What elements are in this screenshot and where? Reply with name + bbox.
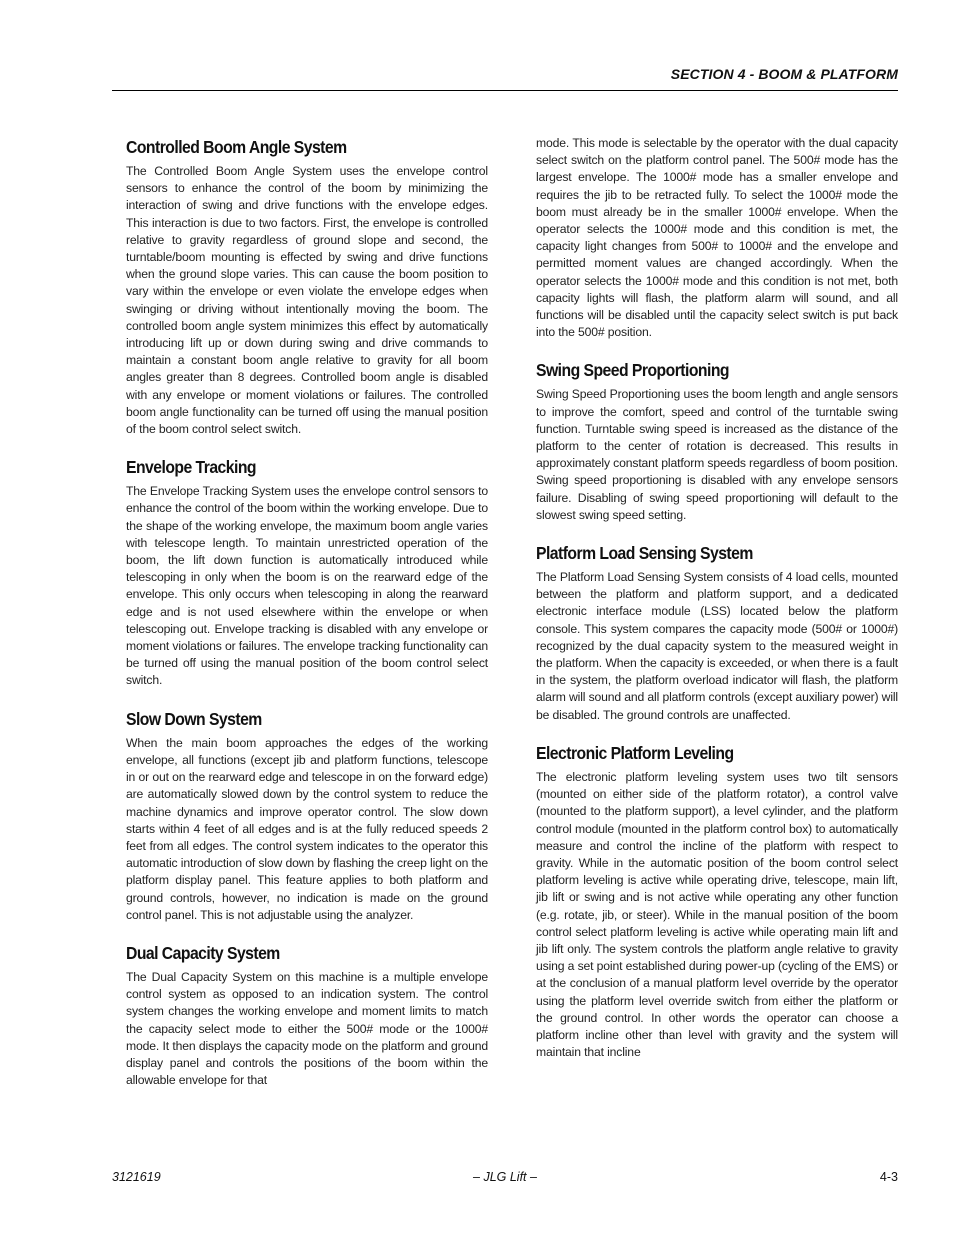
section-heading: Slow Down System [126, 708, 262, 729]
section-paragraph: The Platform Load Sensing System consists of 4 load cells, mounted between the platform and platform support, and a dedicated electronic interface module (LSS) located below the platform console. This system compares the capacity mode (500# or 1000#) recognized by the dual capacity system to the measured weight in the platform. When the capacity is exceeded, or when there is a fault in the system, the platform overload indicator will flash, the platform alarm will sound and all platform controls (except auxiliary power) will be disabled. The ground controls are unaffected. [536, 570, 898, 722]
section-electronic-platform-leveling [536, 742, 898, 1061]
section-envelope-tracking [126, 456, 488, 689]
page-footer [112, 1170, 898, 1190]
section-paragraph: When the main boom approaches the edges of the working envelope, all functions (except jib and platform functions, telescope in or out on the rearward edge and telescope in on the forward edge) are automatically slowed down by the control system to reduce the machine dynamics and improve operator control. The slow down starts within 4 feet of all edges and is at the fully reduced speeds 2 feet from all edges. The control system indicates to the operator this automatic introduction of slow down by flashing the creep light on the platform display panel. This feature applies to both platform and ground controls, however, no indication is made on the ground control panel. This is not adjustable using the analyzer. [126, 735, 488, 922]
section-paragraph: The electronic platform leveling system uses two tilt sensors (mounted on either side of the platform rotator), a control valve (mounted to the platform support), a level cylinder, and the platform control module (mounted in the platform control box) to automatically measure and control the incline of the platform with respect to gravity. While in the automatic position of the boom control select platform leveling is active while operating drive, telescope, main lift, jib lift or swing and is not active while operating any other function (e.g. rotate, jib, or steer). While in the manual position of the boom control select platform leveling is active while operating main lift and jib lift only. The system controls the platform angle relative to gravity using a set point established during power-up (cycling of the EMS) or at the conclusion of a manual platform level override by the operator using the platform level override switch from either the platform or the ground control. In other words the operator can choose a platform incline other than level with gravity and the system will maintain that incline [536, 769, 898, 1060]
section-dual-capacity [126, 942, 488, 1089]
section-heading: Swing Speed Proportioning [536, 360, 730, 381]
right-column [536, 135, 898, 1079]
section-paragraph: The Dual Capacity System on this machine is a multiple envelope control system as opposed to an indication system. The control system changes the working envelope and moment limits to match the capacity select mode to either the 500# mode or the 1000# mode. It then displays the capacity mode on the platform and ground display panel and controls the positions of the boom within the allowable envelope for that [126, 969, 488, 1088]
section-heading: Electronic Platform Leveling [536, 742, 734, 763]
page-number: 4-3 [879, 1170, 898, 1184]
continuation-paragraph: mode. This mode is selectable by the operator with the dual capacity select switch on the platform control panel. The 500# mode has the largest envelope. The 1000# mode has a smaller envelope and requires the jib to be retracted fully. To select the 1000# mode the boom must already be in the smaller 1000# envelope. When the operator selects the 1000# mode and this condition is met, the capacity light changes from 500# to 1000# and the envelope and permitted moment values are changed accordingly. When the operator selects the 1000# mode and this condition is not met, both capacity lights will flash, the platform alarm will sound, and all functions will be disabled until the capacity select switch is put back into the 500# position. [536, 136, 898, 340]
section-heading: Dual Capacity System [126, 942, 280, 963]
section-swing-speed [536, 359, 898, 524]
section-paragraph: The Envelope Tracking System uses the envelope control sensors to enhance the control of the boom within the working envelope. Due to the shape of the working envelope, the maximum boom angle varies with telescope length. To maintain unrestricted operation of the boom, the lift down function is automatically introduced while telescoping in only when the boom is on the rearward edge of the envelope. This only occurs when telescoping in along the rearward edge and is not used elsewhere within the envelope or when telescoping out. Envelope tracking is disabled with any envelope or moment violations or failures. The envelope tracking functionality can be turned off using the manual position of the boom control select switch. [126, 484, 488, 688]
doc-number: 3121619 [112, 1170, 161, 1184]
section-heading: Platform Load Sensing System [536, 543, 753, 564]
footer-brand: – JLG Lift – [473, 1170, 537, 1184]
section-platform-load-sensing [536, 542, 898, 724]
section-heading: Controlled Boom Angle System [126, 137, 347, 157]
dual-capacity-continuation [536, 135, 898, 341]
section-controlled-boom-angle [126, 136, 488, 438]
section-slow-down-system [126, 708, 488, 924]
left-column [126, 134, 488, 1107]
page-header [112, 64, 898, 91]
section-paragraph: Swing Speed Proportioning uses the boom length and angle sensors to improve the comfort, speed and control of the turntable swing function. Turntable swing speed is increased as the distance of the platform to the center of rotation is decreased. This results in approximately constant platform speeds regardless of boom position. Swing speed proportioning is disabled with any envelope sensors failure. Disabling of swing speed proportioning will default to the slowest swing speed setting. [536, 387, 898, 522]
section-heading: Envelope Tracking [126, 457, 257, 478]
section-paragraph: The Controlled Boom Angle System uses the envelope control sensors to enhance the control of the boom by minimizing the interaction of swing and drive functions with the envelope edges. This interaction is due to two factors. First, the envelope is controlled relative to gravity regardless of ground slope and second, the turntable/boom mounting is effected by swing and drive functions when the ground slope varies. This can cause the boom position to vary within the envelope or even violate the envelope edges when swinging or driving without intentionally moving the boom. The controlled boom angle system minimizes this effect by automatically introducing lift up or down during swing and drive commands to maintain a constant boom angle relative to gravity for all boom angles greater than 8 degrees. Controlled boom angle is disabled with any envelope or moment violations or failures. The controlled boom angle functionality can be turned off using the manual position of the boom control select switch. [126, 164, 488, 437]
section-title: SECTION 4 - BOOM & PLATFORM [670, 66, 898, 82]
